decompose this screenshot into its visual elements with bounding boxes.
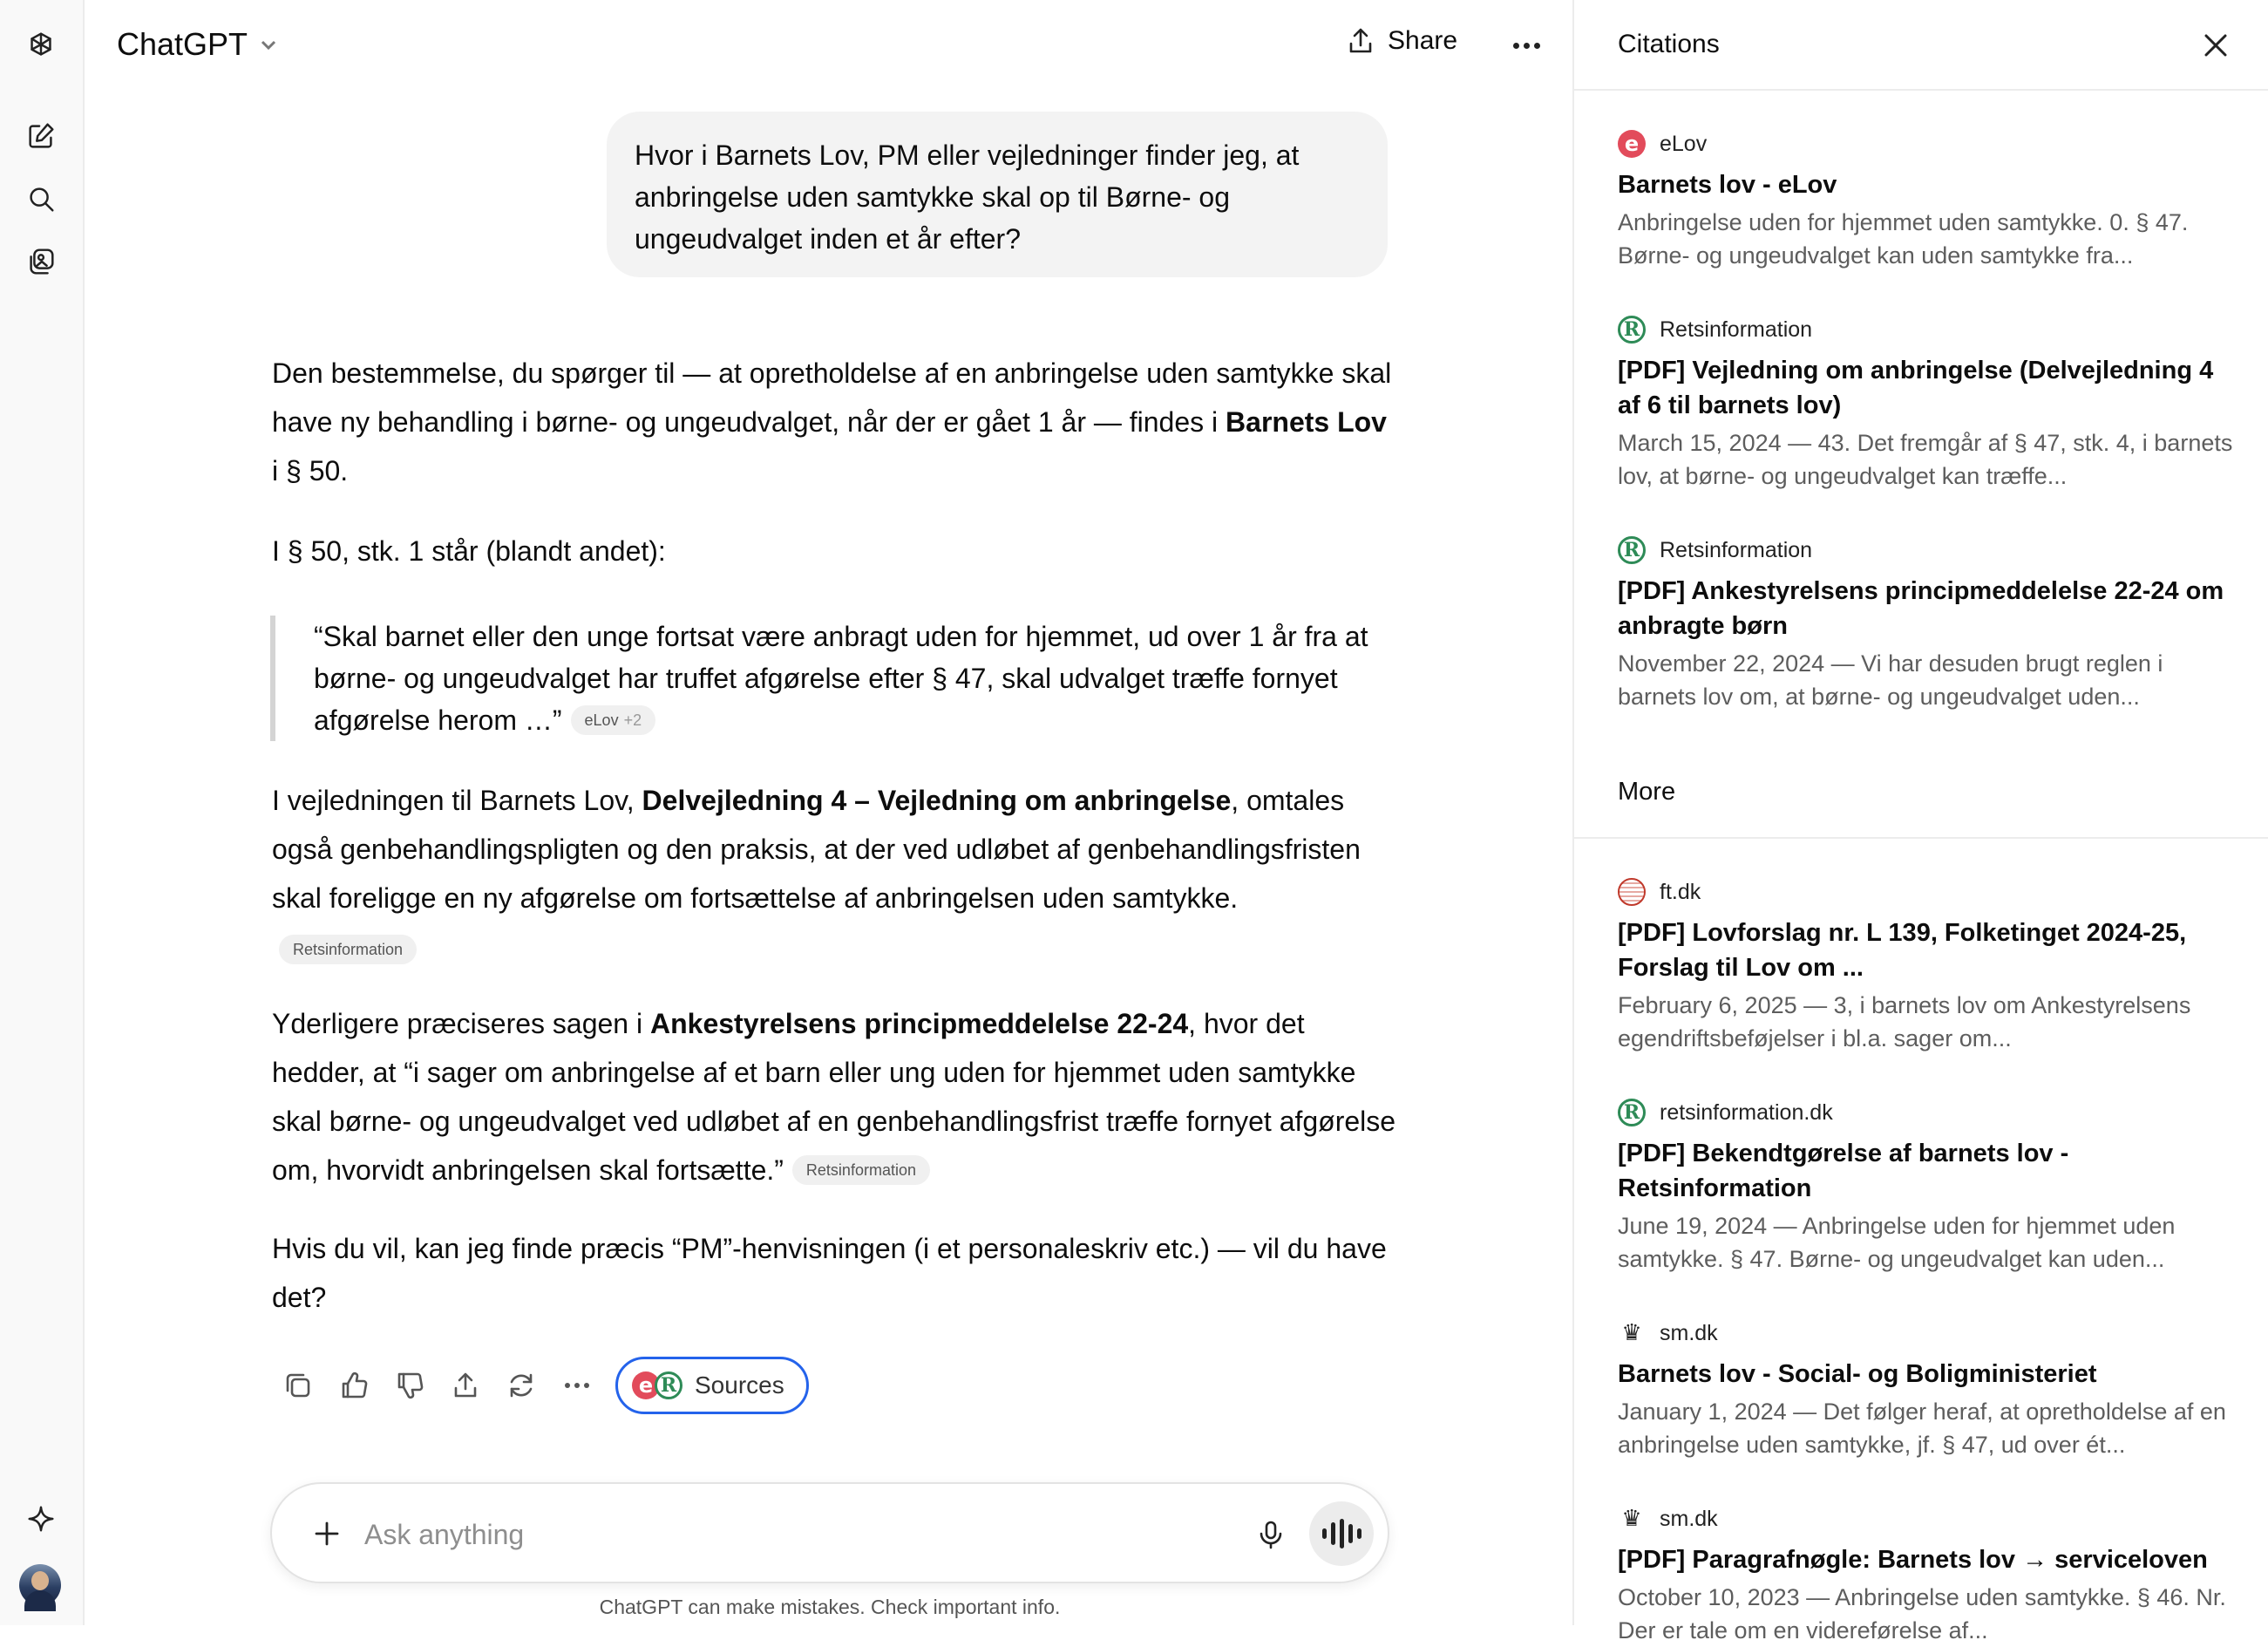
citation-title: Barnets lov - Social- og Boligministeriet: [1618, 1360, 2097, 1388]
citation-source: Retsinformation: [1660, 537, 1813, 562]
citations-header: [1574, 0, 2268, 91]
sparkle-icon[interactable]: [18, 1496, 64, 1542]
thumbs-up-icon[interactable]: [326, 1358, 382, 1413]
citation-title: [PDF] Ankestyrelsens principmeddelelse 22-24 om anbragte børn: [1618, 577, 2224, 640]
retsinformation-icon: R: [1618, 316, 1646, 344]
chip-extra-count: +2: [623, 711, 642, 729]
citation-source: retsinformation.dk: [1660, 1099, 1833, 1125]
citation-snippet: February 6, 2025 — 3, i barnets lov om Ankestyrelsens egendriftsbeføjelser i bl.a. sager om...: [1618, 992, 2191, 1051]
quote-block: [270, 616, 1398, 741]
library-icon[interactable]: [18, 239, 64, 284]
answer-text: Den bestemmelse, du spørger til — at opretholdelse af en anbringelse uden samtykke skal have ny behandling i børne- og ungeudvalget, når der er gået 1 år — findes i: [272, 357, 1392, 438]
prompt-input[interactable]: [364, 1510, 1149, 1559]
voice-mode-button[interactable]: [1309, 1501, 1374, 1566]
more-actions-icon[interactable]: [549, 1358, 605, 1413]
citation-source: ft.dk: [1660, 879, 1701, 904]
answer-paragraph: [272, 776, 1396, 922]
user-message: Hvor i Barnets Lov, PM eller vejledninger finder jeg, at anbringelse uden samtykke skal op til Børne- og ungeudvalget inden et år efter?: [607, 112, 1388, 277]
citation-chip[interactable]: Retsinformation: [279, 935, 417, 964]
answer-text: , omtales også genbehandlingspligten og den praksis, at der ved udløbet af genbehandlingsfristen skal foreligge en ny afgørelse om fortsættelse af anbringelsen uden samtykke.: [272, 785, 1361, 914]
answer-paragraph: [272, 349, 1396, 495]
answer-text: i § 50.: [272, 455, 349, 487]
answer-bold: Delvejledning 4 – Vejledning om anbringelse: [642, 785, 1232, 816]
retsinformation-icon: R: [1618, 1099, 1646, 1126]
sources-label: Sources: [695, 1371, 784, 1399]
thumbs-down-icon[interactable]: [382, 1358, 438, 1413]
citation-title: [PDF] Bekendtgørelse af barnets lov - Retsinformation: [1618, 1140, 2069, 1202]
sources-button[interactable]: [615, 1357, 809, 1414]
citation-item[interactable]: [1618, 877, 2237, 1055]
citation-snippet: October 10, 2023 — Anbringelse uden samtykke. § 46. Nr. Der er tale om en videreførelse af...: [1618, 1584, 2226, 1644]
more-options-icon[interactable]: [1509, 30, 1544, 61]
microphone-icon[interactable]: [1248, 1512, 1294, 1557]
answer-text: , hvor det hedder, at “i sager om anbringelse af et barn eller ung uden for hjemmet uden samtykke skal børne- og ungeudvalget ved udløbet af en genbehandlingsfrist træffe fornyet afgørelse om, hvorvidt anbringelsen skal fortsætte.”: [272, 1008, 1396, 1186]
citation-snippet: Anbringelse uden for hjemmet uden samtykke. 0. § 47. Børne- og ungeudvalget kan uden samtykke fra...: [1618, 209, 2189, 269]
ft-icon: [1618, 878, 1646, 906]
answer-bold: Barnets Lov: [1226, 406, 1387, 438]
model-selector[interactable]: [117, 26, 281, 63]
citation-item[interactable]: [1618, 1504, 2237, 1647]
citations-title: Citations: [1618, 30, 1720, 58]
sm-icon: ♛: [1621, 1320, 1642, 1346]
share-icon: [1346, 26, 1375, 56]
citation-chip[interactable]: Retsinformation: [792, 1155, 930, 1185]
new-chat-icon[interactable]: [18, 113, 64, 159]
citation-title: [PDF] Lovforslag nr. L 139, Folketinget 2024-25, Forslag til Lov om ...: [1618, 919, 2187, 982]
citation-source: Retsinformation: [1660, 316, 1813, 342]
sm-icon: ♛: [1621, 1506, 1642, 1532]
citation-snippet: November 22, 2024 — Vi har desuden brugt reglen i barnets lov om, at børne- og ungeudvalget uden...: [1618, 650, 2163, 710]
citation-source: eLov: [1660, 131, 1708, 156]
citation-item[interactable]: [1618, 535, 2237, 713]
quote-text: “Skal barnet eller den unge fortsat være anbragt uden for hjemmet, ud over 1 år fra at børne- og ungeudvalget har truffet afgørelse efter § 47, skal udvalget træffe fornyet afgørelse herom …”: [314, 621, 1368, 736]
chat-header: [86, 0, 1572, 91]
citation-chip[interactable]: [571, 705, 656, 735]
citation-item[interactable]: [1618, 315, 2237, 493]
answer-paragraph: I § 50, stk. 1 står (blandt andet):: [272, 535, 666, 567]
search-chats-icon[interactable]: [18, 176, 64, 221]
openai-logo-icon[interactable]: [18, 23, 64, 68]
citation-item[interactable]: [1618, 1318, 2237, 1461]
share-label: Share: [1388, 26, 1458, 55]
citation-snippet: June 19, 2024 — Anbringelse uden for hjemmet uden samtykke. § 47. Børne- og ungeudvalget kan uden...: [1618, 1213, 2176, 1272]
answer-paragraph: Hvis du vil, kan jeg finde præcis “PM”-henvisningen (i et personaleskriv etc.) — vil du have det?: [272, 1233, 1387, 1313]
citation-title: Barnets lov - eLov: [1618, 171, 1837, 199]
citation-title: [PDF] Paragrafnøgle: Barnets lov → serviceloven: [1618, 1546, 2208, 1574]
retsinformation-icon: R: [1618, 536, 1646, 564]
share-message-icon[interactable]: [438, 1358, 493, 1413]
chip-label: eLov: [584, 711, 619, 729]
citation-title: [PDF] Vejledning om anbringelse (Delvejledning 4 af 6 til barnets lov): [1618, 357, 2214, 419]
more-citations-link[interactable]: More: [1618, 778, 1676, 806]
model-name: ChatGPT: [117, 26, 248, 62]
chevron-down-icon: [256, 32, 281, 57]
copy-icon[interactable]: [270, 1358, 326, 1413]
left-rail: [0, 0, 85, 1625]
add-attachment-icon[interactable]: [305, 1512, 349, 1555]
share-button[interactable]: [1346, 26, 1457, 56]
user-avatar[interactable]: [19, 1564, 61, 1606]
retsinformation-icon: R: [655, 1371, 682, 1399]
message-actions: [270, 1357, 809, 1414]
close-icon[interactable]: [2198, 28, 2233, 63]
citations-panel: [1572, 0, 2266, 1644]
answer-paragraph: [272, 999, 1396, 1194]
composer: [270, 1482, 1389, 1583]
disclaimer: ChatGPT can make mistakes. Check important info.: [599, 1596, 1061, 1618]
answer-text: Yderligere præciseres sagen i: [272, 1008, 650, 1039]
answer-text: I vejledningen til Barnets Lov,: [272, 785, 642, 816]
citation-snippet: January 1, 2024 — Det følger heraf, at opretholdelse af en anbringelse uden samtykke, jf. § 47, ud over ét...: [1618, 1399, 2226, 1458]
citation-source: sm.dk: [1660, 1506, 1718, 1531]
citation-item[interactable]: [1618, 129, 2237, 272]
regenerate-icon[interactable]: [493, 1358, 549, 1413]
divider: [1574, 837, 2268, 839]
citation-source: sm.dk: [1660, 1320, 1718, 1345]
elov-icon: e: [1618, 130, 1646, 158]
answer-bold: Ankestyrelsens principmeddelelse 22-24: [649, 1008, 1189, 1039]
citation-item[interactable]: [1618, 1098, 2237, 1276]
citation-snippet: March 15, 2024 — 43. Det fremgår af § 47, stk. 4, i barnets lov, at børne- og ungeudvalget kan træffe...: [1618, 430, 2233, 489]
elov-icon: e: [632, 1371, 660, 1399]
